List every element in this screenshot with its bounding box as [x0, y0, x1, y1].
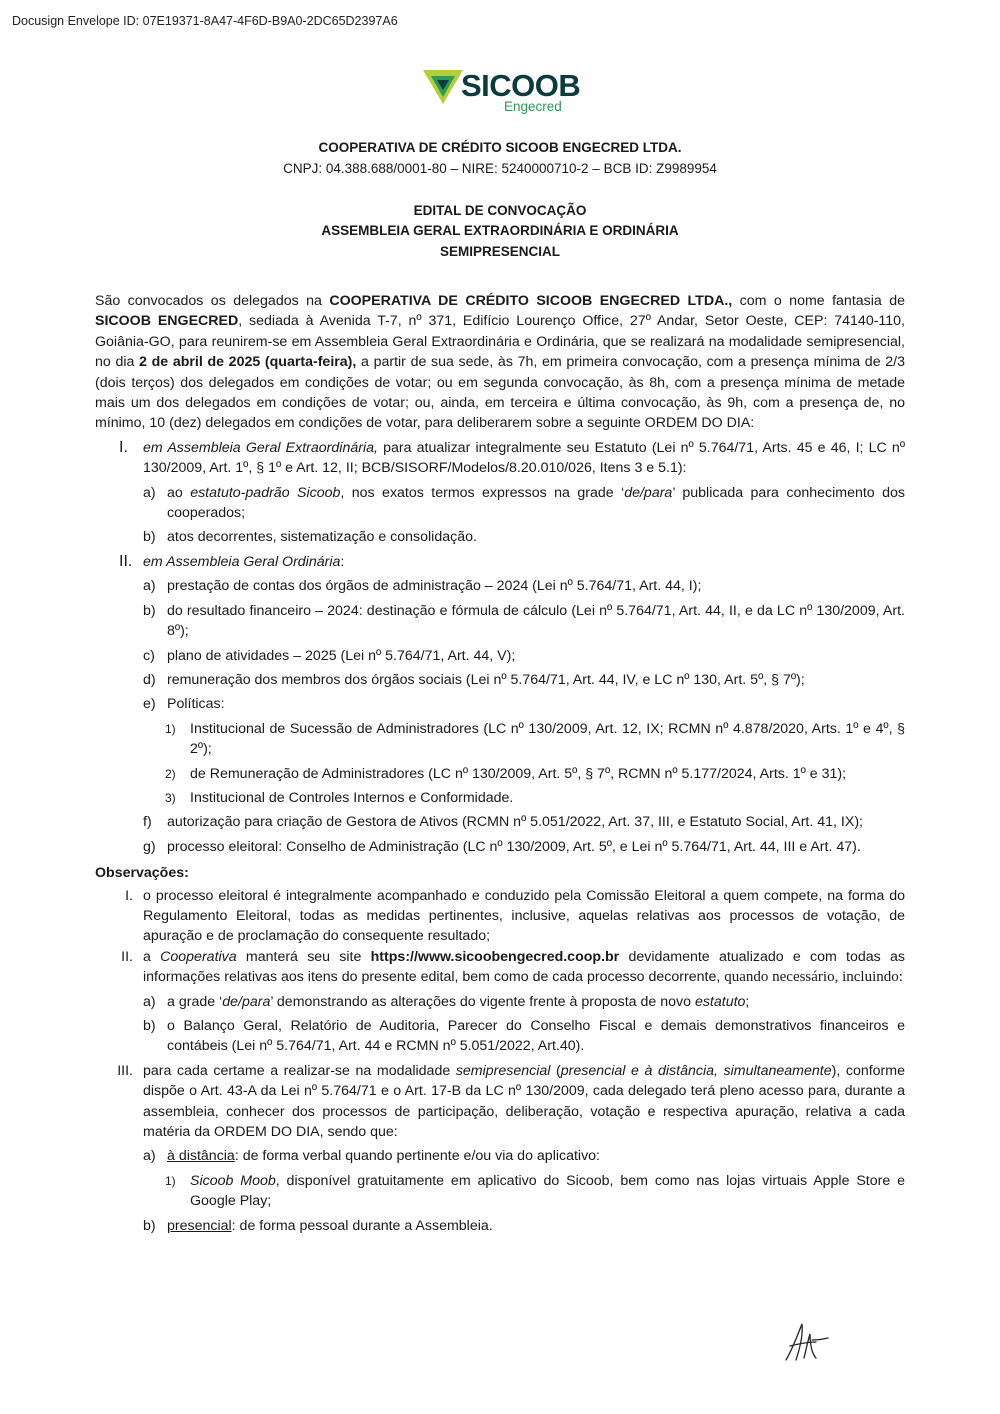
observation-iii-b: b) presencial: de forma pessoal durante a Assembleia. — [143, 1217, 493, 1234]
agenda-item-i-a: a) ao estatuto-padrão Sicoob, nos exatos termos expressos na grade ‘de/para’ publicada para conhecimento dos cooperados; — [143, 484, 905, 522]
document-modality: SEMIPRESENCIAL — [439, 244, 561, 259]
intro-paragraph: São convocados os delegados na COOPERATIVA DE CRÉDITO SICOOB ENGECRED LTDA., com o nome fantasia de SICOOB ENGECRED, sediada à Avenida T-7, nº 371, Edifício Lourenço Office, 27º Andar, Setor Oeste, CEP: 74140-110, Goiânia-GO, para reunirem-se em Assembleia Geral Extraordinária e Ordinária, que se realizará na modalidade semipresencial, no dia 2 de abril de 2025 (quarta-feira), a partir de sua sede, às 7h, em primeira convocação, com a presença mínima de 2/3 (dois terços) dos delegados em condições de votar; ou em segunda convocação, às 8h, com a presença mínima de metade mais um dos delegados em condições de votar; ou, ainda, em terceira e última convocação, às 9h, com a presença de, no mínimo, 10 (dez) delegados em condições de votar, para deliberarem sobre a seguinte ORDEM DO DIA: — [95, 293, 905, 432]
observation-iii: III. para cada certame a realizar-se na modalidade semipresencial (presencial e à distância, simultaneamente), conforme dispõe o Art. 43-A da Lei nº 5.764/71 e o Art. 17-B da LC nº 130/2009, cada delegado terá pleno acesso para, durante a assembleia, conhecer dos processos de participação, deliberação, votação e respectiva apuração, relativa a cada matéria da ORDEM DO DIA, sendo que: — [117, 1062, 905, 1141]
policy-item-1: 1) Institucional de Sucessão de Administradores (LC nº 130/2009, Art. 12, IX; RCMN nº 4.878/2020, Arts. 1º e 4º, § 2º); — [165, 720, 905, 758]
document-body — [95, 291, 905, 1236]
agenda-item-ii-f: f) autorização para criação de Gestora de Ativos (RCMN nº 5.051/2022, Art. 37, III, e Estatuto Social, Art. 41, IX); — [143, 814, 863, 831]
company-name: COOPERATIVA DE CRÉDITO SICOOB ENGECRED LTDA. — [318, 140, 682, 155]
agenda-item-ii: II. em Assembleia Geral Ordinária: — [119, 552, 345, 570]
logo-name: SICOOB — [461, 68, 581, 103]
observation-iii-a: a) à distância: de forma verbal quando pertinente e/ou via do aplicativo: — [143, 1148, 600, 1165]
signature-initials-icon — [782, 1320, 832, 1366]
observation-ii-a: a) a grade ‘de/para’ demonstrando as alterações do vigente frente à proposta de novo estatuto; — [143, 993, 750, 1010]
agenda-item-ii-b: b) do resultado financeiro – 2024: destinação e fórmula de cálculo (Lei nº 5.764/71, Art. 44, II, e da LC nº 130/2009, Art. 8º); — [143, 602, 905, 640]
agenda-item-i: I. em Assembleia Geral Extraordinária, para atualizar integralmente seu Estatuto (Lei nº 5.764/71, Arts. 45 e 46, I; LC nº 130/2009, Art. 1º, § 1º e Art. 12, II; BCB/SISORF/Modelos/8.20.010/026, Itens 3 e 5.1): — [119, 438, 905, 477]
observation-ii: II. a Cooperativa manterá seu site https://www.sicoobengecred.coop.br devidamente atualizado e com todas as informações relativas aos itens do presente edital, bem como de cada processo decorrente, quando necessário, incluindo: — [121, 948, 905, 986]
observation-iii-a-1: 1) Sicoob Moob, disponível gratuitamente em aplicativo do Sicoob, bem como nas lojas virtuais Apple Store e Google Play; — [165, 1172, 906, 1210]
observations-title: Observações: — [95, 865, 189, 882]
logo-sub: Engecred — [504, 99, 562, 114]
agenda-item-ii-e: e) Políticas: — [143, 696, 225, 713]
observation-i: I. o processo eleitoral é integralmente acompanhado e conduzido pela Comissão Eleitoral a quem compete, na forma do Regulamento Eleitoral, todas as medidas pertinentes, inclusive, aquelas relativas aos processos de votação, de apuração e de proclamação do consequente resultado; — [125, 887, 905, 945]
agenda-item-i-b: b) atos decorrentes, sistematização e consolidação. — [143, 529, 477, 546]
docusign-envelope-id: Docusign Envelope ID: 07E19371-8A47-4F6D-B9A0-2DC65D2397A6 — [12, 14, 398, 28]
policy-item-2: 2) de Remuneração de Administradores (LC nº 130/2009, Art. 5º, § 7º, RCMN nº 5.177/2024, Arts. 1º e 31); — [165, 765, 847, 782]
agenda-item-ii-g: g) processo eleitoral: Conselho de Administração (LC nº 130/2009, Art. 5º, e Lei nº 5.764/71, Art. 44, III e Art. 47). — [143, 838, 861, 855]
agenda-item-ii-d: d) remuneração dos membros dos órgãos sociais (Lei nº 5.764/71, Art. 44, IV, e LC nº 130, Art. 5º, § 7º); — [143, 671, 805, 688]
document-subtitle: ASSEMBLEIA GERAL EXTRAORDINÁRIA E ORDINÁRIA — [321, 223, 679, 238]
agenda-item-ii-a: a) prestação de contas dos órgãos de administração – 2024 (Lei nº 5.764/71, Art. 44, I); — [143, 578, 702, 595]
policy-item-3: 3) Institucional de Controles Internos e Conformidade. — [165, 789, 514, 806]
sicoob-logo — [423, 66, 583, 118]
document-title: EDITAL DE CONVOCAÇÃO — [413, 203, 587, 218]
observation-ii-b: b) o Balanço Geral, Relatório de Auditoria, Parecer do Conselho Fiscal e demais demonstrativos financeiros e contábeis (Lei nº 5.764/71, Art. 44 e RCMN nº 5.051/2022, Art.40). — [143, 1018, 905, 1055]
website-link[interactable]: https://www.sicoobengecred.coop.br — [370, 948, 620, 965]
company-registry: CNPJ: 04.388.688/0001-80 – NIRE: 5240000710-2 – BCB ID: Z9989954 — [283, 161, 717, 176]
agenda-item-ii-c: c) plano de atividades – 2025 (Lei nº 5.764/71, Art. 44, V); — [143, 647, 516, 664]
sicoob-logo-icon — [423, 70, 463, 104]
